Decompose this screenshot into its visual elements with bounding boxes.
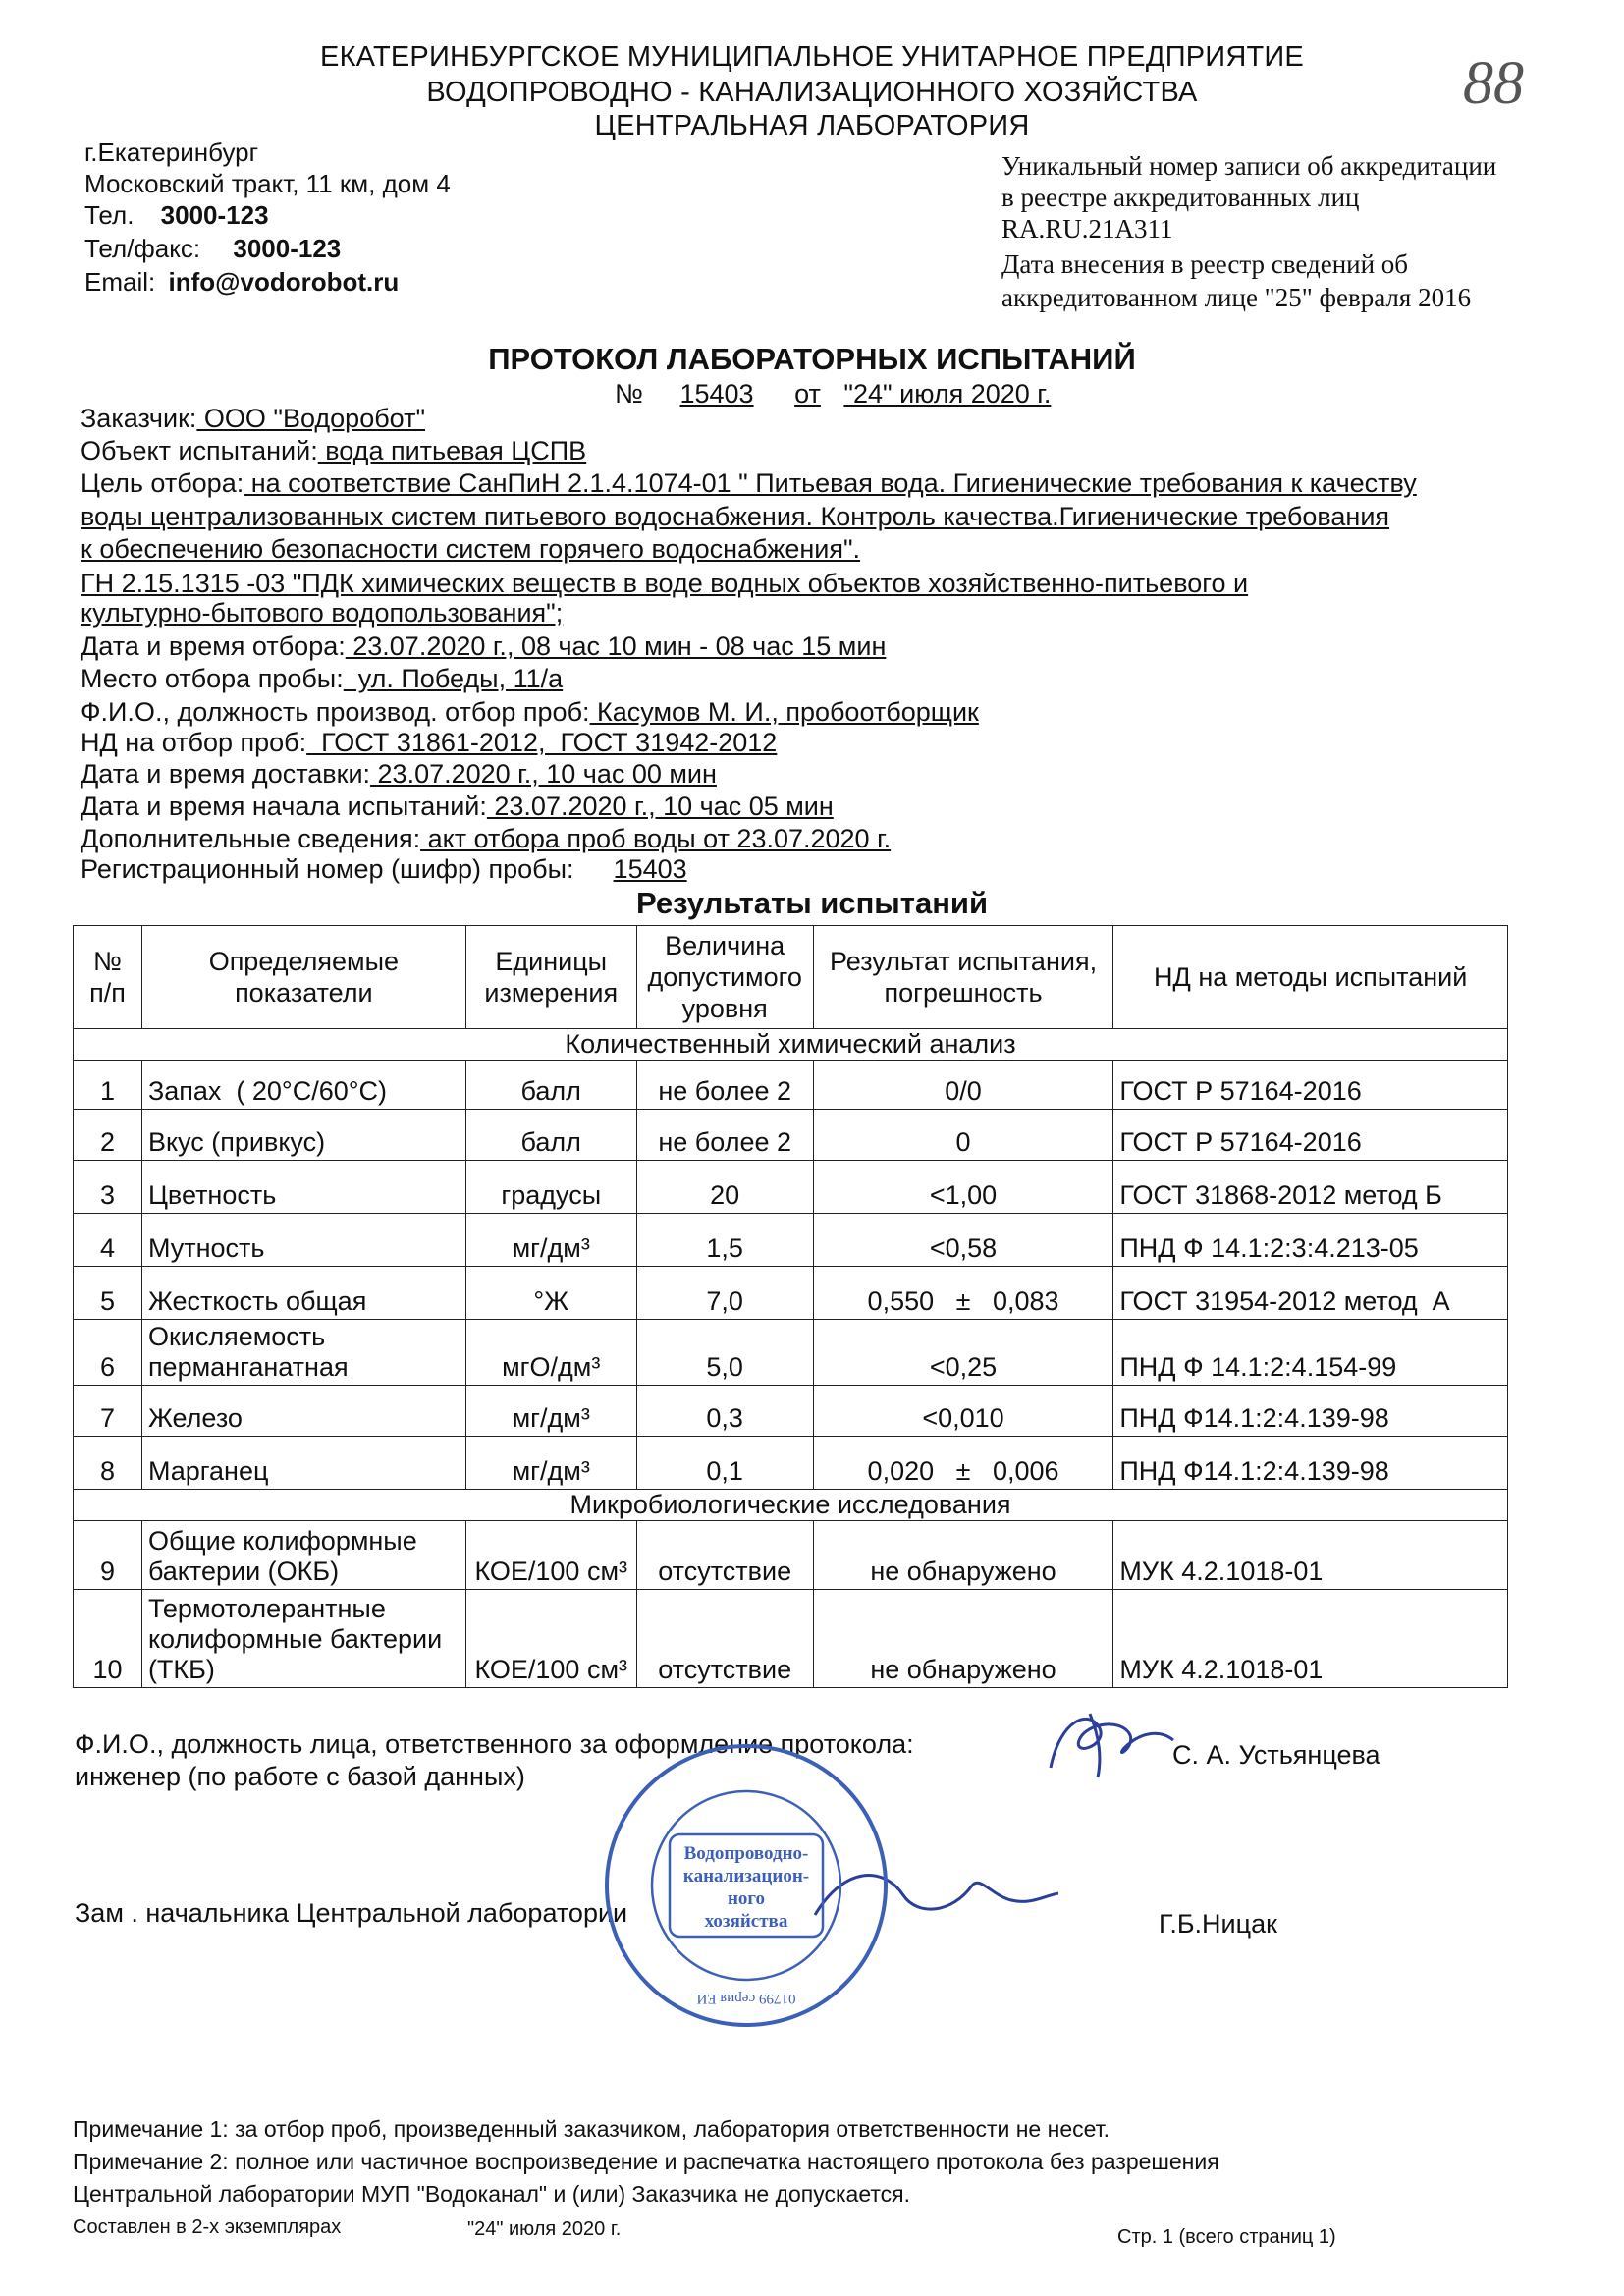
table-row xyxy=(74,1437,1508,1490)
row-number: 10 xyxy=(74,1590,142,1688)
row-limit: 1,5 xyxy=(636,1214,813,1267)
protocol-number: 15403 xyxy=(679,379,754,409)
row-method: ПНД Ф 14.1:2:3:4.213-05 xyxy=(1113,1214,1508,1267)
row-result: <1,00 xyxy=(813,1161,1113,1214)
org-name-line3: ЦЕНТРАЛЬНАЯ ЛАБОРАТОРИЯ xyxy=(594,110,1030,141)
stamp-serial: 01799 серия ЕИ xyxy=(696,1991,796,2006)
row-limit: 5,0 xyxy=(636,1320,813,1386)
fax-value: 3000-123 xyxy=(233,234,342,263)
row-indicator: Термотолерантные колиформные бактерии (ТКБ) xyxy=(141,1590,465,1688)
head-label: Зам . начальника Центральной лаборатории xyxy=(75,1898,628,1928)
row-result: 0,020 ± 0,006 xyxy=(813,1437,1113,1490)
place-line xyxy=(81,663,563,694)
extra-value: акт отбора проб воды от 23.07.2020 г. xyxy=(420,824,892,853)
row-result: не обнаружено xyxy=(813,1521,1113,1590)
row-unit: мг/дм³ xyxy=(465,1386,636,1437)
object-label: Объект испытаний: xyxy=(81,436,318,465)
accreditation-date: аккредитованном лице "25" февраля 2016 xyxy=(1001,283,1472,312)
fax-label: Тел/факс: xyxy=(84,234,201,263)
stamp-text-1: Водопроводно- xyxy=(683,1843,809,1864)
email-value: info@vodorobot.ru xyxy=(168,267,400,297)
accreditation-line4: Дата внесения в реестр сведений об xyxy=(1001,249,1409,279)
sampling-datetime-label: Дата и время отбора: xyxy=(81,631,346,661)
section-chemical: Количественный химический анализ xyxy=(74,1029,1508,1061)
protocol-number-line xyxy=(615,379,1051,410)
row-limit: не более 2 xyxy=(636,1110,813,1161)
address-street: Московский тракт, 11 км, дом 4 xyxy=(84,169,451,198)
row-method: ГОСТ 31954-2012 метод А xyxy=(1113,1267,1508,1320)
number-label: № xyxy=(615,379,643,409)
row-unit: мг/дм³ xyxy=(465,1214,636,1267)
row-number: 5 xyxy=(74,1267,142,1320)
handwritten-page-mark: 88 xyxy=(1463,50,1524,117)
purpose-label: Цель отбора: xyxy=(81,468,244,498)
address-fax xyxy=(84,234,341,264)
row-method: ГОСТ Р 57164-2016 xyxy=(1113,1061,1508,1110)
row-indicator: Окисляемость перманганатная xyxy=(141,1320,465,1386)
row-result: 0 xyxy=(813,1110,1113,1161)
note-2b: Центральной лаборатории МУП "Водоканал" и (или) Заказчика не допускается. xyxy=(73,2181,910,2207)
responsible-label: Ф.И.О., должность лица, ответственного за оформление протокола: xyxy=(75,1729,914,1759)
row-unit: °Ж xyxy=(465,1267,636,1320)
copies-date: "24" июля 2020 г. xyxy=(467,2218,622,2240)
row-indicator: Жесткость общая xyxy=(141,1267,465,1320)
row-number: 7 xyxy=(74,1386,142,1437)
header-limit: Величина допустимого уровня xyxy=(636,926,813,1029)
purpose-line4: ГН 2.15.1315 -03 "ПДК химических веществ в воде водных объектов хозяйственно-питьевого и xyxy=(81,569,1249,598)
delivery-label: Дата и время доставки: xyxy=(81,759,371,789)
row-method: ПНД Ф14.1:2:4.139-98 xyxy=(1113,1437,1508,1490)
object-value: вода питьевая ЦСПВ xyxy=(317,436,587,465)
reg-label: Регистрационный номер (шифр) пробы: xyxy=(81,854,574,884)
row-unit: КОЕ/100 см³ xyxy=(465,1521,636,1590)
page-counter: Стр. 1 (всего страниц 1) xyxy=(1117,2226,1336,2248)
purpose-line1 xyxy=(81,467,1417,499)
section-microbiology: Микробиологические исследования xyxy=(74,1490,1508,1521)
header-indicator: Определяемые показатели xyxy=(141,926,465,1029)
row-unit: балл xyxy=(465,1110,636,1161)
table-row xyxy=(74,1161,1508,1214)
delivery-line xyxy=(81,758,717,790)
row-limit: 7,0 xyxy=(636,1267,813,1320)
copies-note: Составлен в 2-х экземплярах xyxy=(73,2216,342,2238)
row-indicator: Мутность xyxy=(141,1214,465,1267)
row-indicator: Цветность xyxy=(141,1161,465,1214)
note-1: Примечание 1: за отбор проб, произведенный заказчиком, лаборатория ответственности не несет. xyxy=(73,2116,1110,2142)
row-limit: не более 2 xyxy=(636,1061,813,1110)
table-header-row xyxy=(74,926,1508,1029)
row-method: МУК 4.2.1018-01 xyxy=(1113,1590,1508,1688)
extra-line xyxy=(81,823,891,854)
responsible-position: инженер (по работе с базой данных) xyxy=(75,1762,525,1791)
row-unit: мг/дм³ xyxy=(465,1437,636,1490)
nd-line xyxy=(81,727,777,758)
head-name: Г.Б.Ницак xyxy=(1159,1909,1277,1939)
stamp-text-4: хозяйства xyxy=(704,1911,788,1932)
purpose-line3: к обеспечению безопасности систем горячего водоснабжения". xyxy=(81,534,861,564)
protocol-date: "24" июля 2020 г. xyxy=(843,379,1052,409)
sampler-label: Ф.И.О., должность производ. отбор проб: xyxy=(81,697,590,727)
accreditation-number: RA.RU.21A311 xyxy=(1001,214,1173,244)
stamp-text-2: канализацион- xyxy=(682,1866,810,1886)
tel-label: Тел. xyxy=(84,200,135,230)
table-row xyxy=(74,1386,1508,1437)
org-name-line1: ЕКАТЕРИНБУРГСКОЕ МУНИЦИПАЛЬНОЕ УНИТАРНОЕ ПРЕДПРИЯТИЕ xyxy=(320,41,1304,73)
reg-value: 15403 xyxy=(613,854,687,884)
row-unit: КОЕ/100 см³ xyxy=(465,1590,636,1688)
table-row xyxy=(74,1061,1508,1110)
protocol-title: ПРОТОКОЛ ЛАБОРАТОРНЫХ ИСПЫТАНИЙ xyxy=(488,342,1136,376)
table-row xyxy=(74,1590,1508,1688)
row-limit: 0,1 xyxy=(636,1437,813,1490)
row-method: ГОСТ 31868-2012 метод Б xyxy=(1113,1161,1508,1214)
row-number: 3 xyxy=(74,1161,142,1214)
accreditation-line1: Уникальный номер записи об аккредитации xyxy=(1001,151,1497,181)
row-method: ПНД Ф14.1:2:4.139-98 xyxy=(1113,1386,1508,1437)
row-result: <0,58 xyxy=(813,1214,1113,1267)
delivery-value: 23.07.2020 г., 10 час 00 мин xyxy=(370,759,717,789)
table-row xyxy=(74,1320,1508,1386)
note-2a: Примечание 2: полное или частичное воспроизведение и распечатка настоящего протокола без разрешения xyxy=(73,2149,1219,2174)
purpose-line5: культурно-бытового водопользования"; xyxy=(81,598,564,628)
signature-responsible xyxy=(1031,1699,1178,1787)
extra-label: Дополнительные сведения: xyxy=(81,824,421,853)
row-method: МУК 4.2.1018-01 xyxy=(1113,1521,1508,1590)
customer-label: Заказчик: xyxy=(81,404,197,433)
row-indicator: Вкус (привкус) xyxy=(141,1110,465,1161)
header-result: Результат испытания, погрешность xyxy=(813,926,1113,1029)
nd-value: ГОСТ 31861-2012, ГОСТ 31942-2012 xyxy=(306,728,778,757)
place-label: Место отбора пробы: xyxy=(81,664,344,693)
email-label: Email: xyxy=(84,267,156,297)
row-indicator: Запах ( 20°С/60°С) xyxy=(141,1061,465,1110)
customer-value: ООО "Водоробот" xyxy=(196,404,426,433)
row-unit: балл xyxy=(465,1061,636,1110)
row-unit: мгО/дм³ xyxy=(465,1320,636,1386)
row-result: 0,550 ± 0,083 xyxy=(813,1267,1113,1320)
sampler-value: Касумов М. И., пробоотборщик xyxy=(589,697,979,727)
row-limit: 20 xyxy=(636,1161,813,1214)
table-row xyxy=(74,1214,1508,1267)
row-indicator: Железо xyxy=(141,1386,465,1437)
row-number: 8 xyxy=(74,1437,142,1490)
row-result: 0/0 xyxy=(813,1061,1113,1110)
table-row xyxy=(74,1110,1508,1161)
row-limit: отсутствие xyxy=(636,1590,813,1688)
sampling-datetime-line xyxy=(81,630,886,662)
row-result: <0,010 xyxy=(813,1386,1113,1437)
responsible-name: С. А. Устьянцева xyxy=(1172,1740,1380,1770)
start-value: 23.07.2020 г., 10 час 05 мин xyxy=(486,792,834,821)
row-number: 2 xyxy=(74,1110,142,1161)
row-result: <0,25 xyxy=(813,1320,1113,1386)
table-row xyxy=(74,1521,1508,1590)
row-result: не обнаружено xyxy=(813,1590,1113,1688)
row-indicator: Марганец xyxy=(141,1437,465,1490)
reg-line xyxy=(81,853,687,885)
customer-line xyxy=(81,403,425,434)
row-unit: градусы xyxy=(465,1161,636,1214)
row-number: 6 xyxy=(74,1320,142,1386)
table-row xyxy=(74,1267,1508,1320)
results-title: Результаты испытаний xyxy=(635,886,989,920)
row-method: ПНД Ф 14.1:2:4.154-99 xyxy=(1113,1320,1508,1386)
object-line xyxy=(81,435,586,466)
address-city: г.Екатеринбург xyxy=(84,137,259,167)
header-method: НД на методы испытаний xyxy=(1113,926,1508,1029)
date-label: от xyxy=(794,379,821,409)
header-units: Единицы измерения xyxy=(465,926,636,1029)
purpose-value-1: на соответствие СанПиН 2.1.4.1074-01 " Питьевая вода. Гигиенические требования к качеству xyxy=(244,468,1417,498)
stamp-text-3: ного xyxy=(727,1888,766,1909)
purpose-line2: воды централизованных систем питьевого водоснабжения. Контроль качества.Гигиенические требования xyxy=(81,502,1390,531)
row-number: 4 xyxy=(74,1214,142,1267)
tel-value: 3000-123 xyxy=(160,200,269,230)
start-label: Дата и время начала испытаний: xyxy=(81,792,487,821)
place-value: ул. Победы, 11/а xyxy=(343,664,564,693)
header-no: № п/п xyxy=(74,926,142,1029)
organization-stamp xyxy=(599,1738,893,2033)
accreditation-line2: в реестре аккредитованных лиц xyxy=(1001,183,1360,212)
row-method: ГОСТ Р 57164-2016 xyxy=(1113,1110,1508,1161)
row-indicator: Общие колиформные бактерии (ОКБ) xyxy=(141,1521,465,1590)
results-table xyxy=(73,925,1508,1688)
org-name-line2: ВОДОПРОВОДНО - КАНАЛИЗАЦИОННОГО ХОЗЯЙСТВА xyxy=(426,77,1198,108)
address-email xyxy=(84,267,399,298)
row-limit: 0,3 xyxy=(636,1386,813,1437)
start-line xyxy=(81,791,834,822)
sampling-datetime-value: 23.07.2020 г., 08 час 10 мин - 08 час 15 мин xyxy=(345,631,887,661)
row-number: 1 xyxy=(74,1061,142,1110)
nd-label: НД на отбор проб: xyxy=(81,728,307,757)
row-limit: отсутствие xyxy=(636,1521,813,1590)
row-number: 9 xyxy=(74,1521,142,1590)
address-tel xyxy=(84,200,269,231)
sampler-line xyxy=(81,696,979,728)
